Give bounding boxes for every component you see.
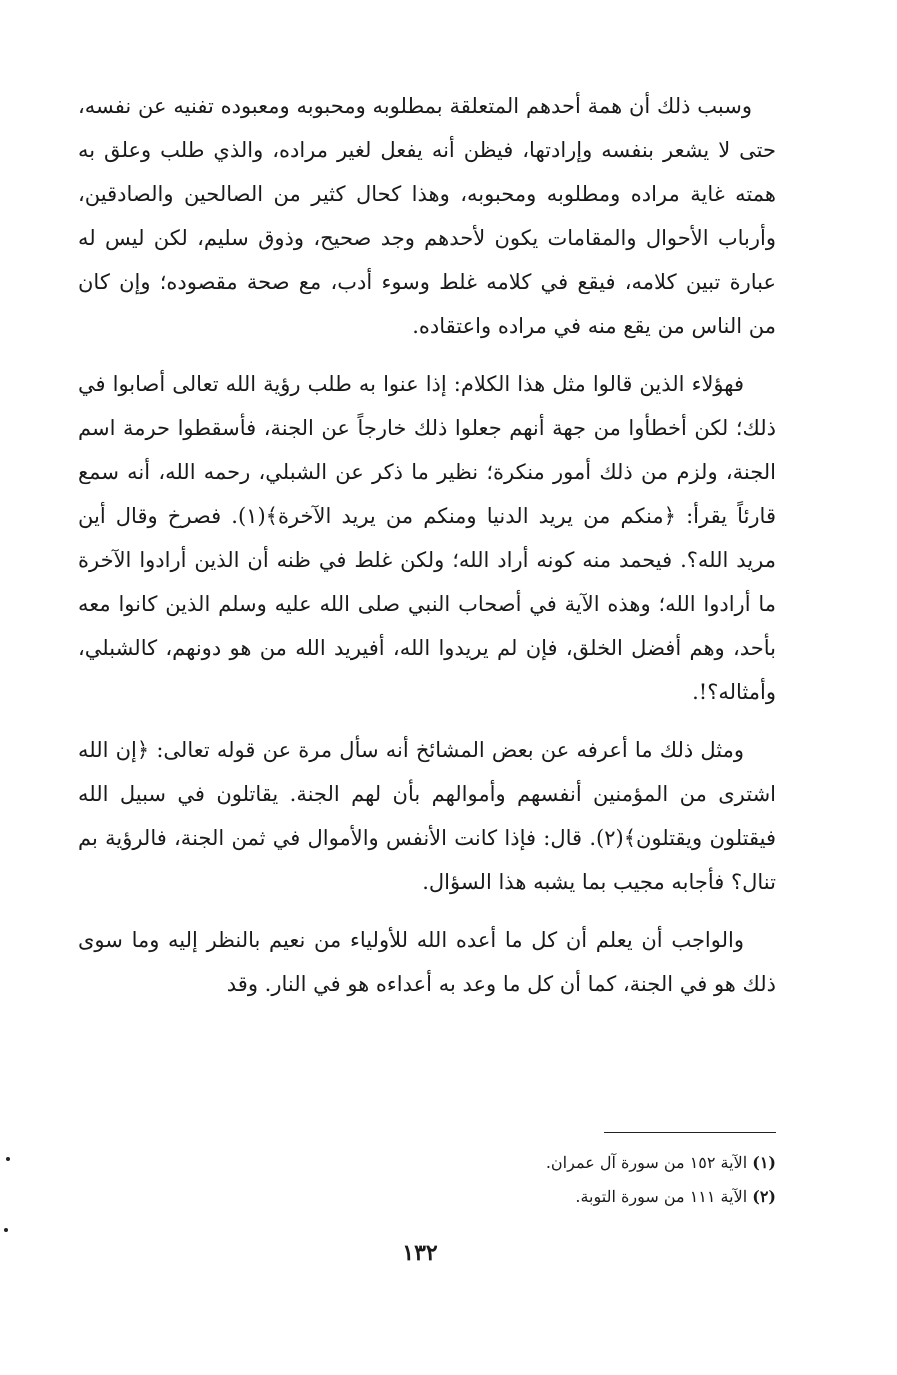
page-number: ١٣٢ [402, 1240, 438, 1266]
footnote-2-marker: (٢) [752, 1187, 776, 1206]
footnotes [300, 1146, 776, 1214]
footnote-1-marker: (١) [752, 1153, 776, 1172]
paragraph-4: والواجب أن يعلم أن كل ما أعده الله للأولياء من نعيم بالنظر إليه وما سوى ذلك هو في الجنة، كما أن كل ما وعد به أعداءه هو في النار. وقد [78, 928, 776, 996]
footnote-separator [604, 1132, 776, 1133]
paragraph-3: ومثل ذلك ما أعرفه عن بعض المشائخ أنه سأل مرة عن قوله تعالى: ﴿إن الله اشترى من المؤمنين أنفسهم وأموالهم بأن لهم الجنة. يقاتلون في سبيل الله فيقتلون ويقتلون﴾(٢). قال: فإذا كانت الأنفس والأموال في ثمن الجنة، فالرؤية بم تنال؟ فأجابه مجيب بما يشبه هذا السؤال. [78, 738, 776, 894]
body-text [78, 84, 776, 1020]
scan-speck [4, 1228, 8, 1232]
footnote-2-text: الآية ١١١ من سورة التوبة. [575, 1187, 748, 1206]
footnote-2 [300, 1180, 776, 1214]
paragraph-1: وسبب ذلك أن همة أحدهم المتعلقة بمطلوبه ومحبوبه ومعبوده تفنيه عن نفسه، حتى لا يشعر بنفسه وإرادتها، فيظن أنه يفعل لغير مراده، والذي طلب وعلق به همته غاية مراده ومطلوبه ومحبوبه، وهذا كحال كثير من الصالحين والصادقين، وأرباب الأحوال والمقامات يكون لأحدهم وجد صحيح، وذوق سليم، لكن ليس له عبارة تبين كلامه، فيقع في كلامه غلط وسوء أدب، مع صحة مقصوده؛ وإن كان من الناس من يقع منه في مراده واعتقاده. [78, 94, 776, 338]
paragraph-2: فهؤلاء الذين قالوا مثل هذا الكلام: إذا عنوا به طلب رؤية الله تعالى أصابوا في ذلك؛ لكن أخطأوا من جهة أنهم جعلوا ذلك خارجاً عن الجنة، فأسقطوا حرمة اسم الجنة، ولزم من ذلك أمور منكرة؛ نظير ما ذكر عن الشبلي، رحمه الله، أنه سمع قارئاً يقرأ: ﴿منكم من يريد الدنيا ومنكم من يريد الآخرة﴾(١). فصرخ وقال أين مريد الله؟. فيحمد منه كونه أراد الله؛ ولكن غلط في ظنه أن الذين أرادوا الآخرة ما أرادوا الله؛ وهذه الآية في أصحاب النبي صلى الله عليه وسلم الذين كانوا معه بأحد، وهم أفضل الخلق، فإن لم يريدوا الله، أفيريد الله من هو دونهم، كالشبلي، وأمثاله؟!. [78, 372, 776, 704]
scan-speck [6, 1157, 10, 1161]
footnote-1 [300, 1146, 776, 1180]
footnote-1-text: الآية ١٥٢ من سورة آل عمران. [545, 1153, 748, 1172]
